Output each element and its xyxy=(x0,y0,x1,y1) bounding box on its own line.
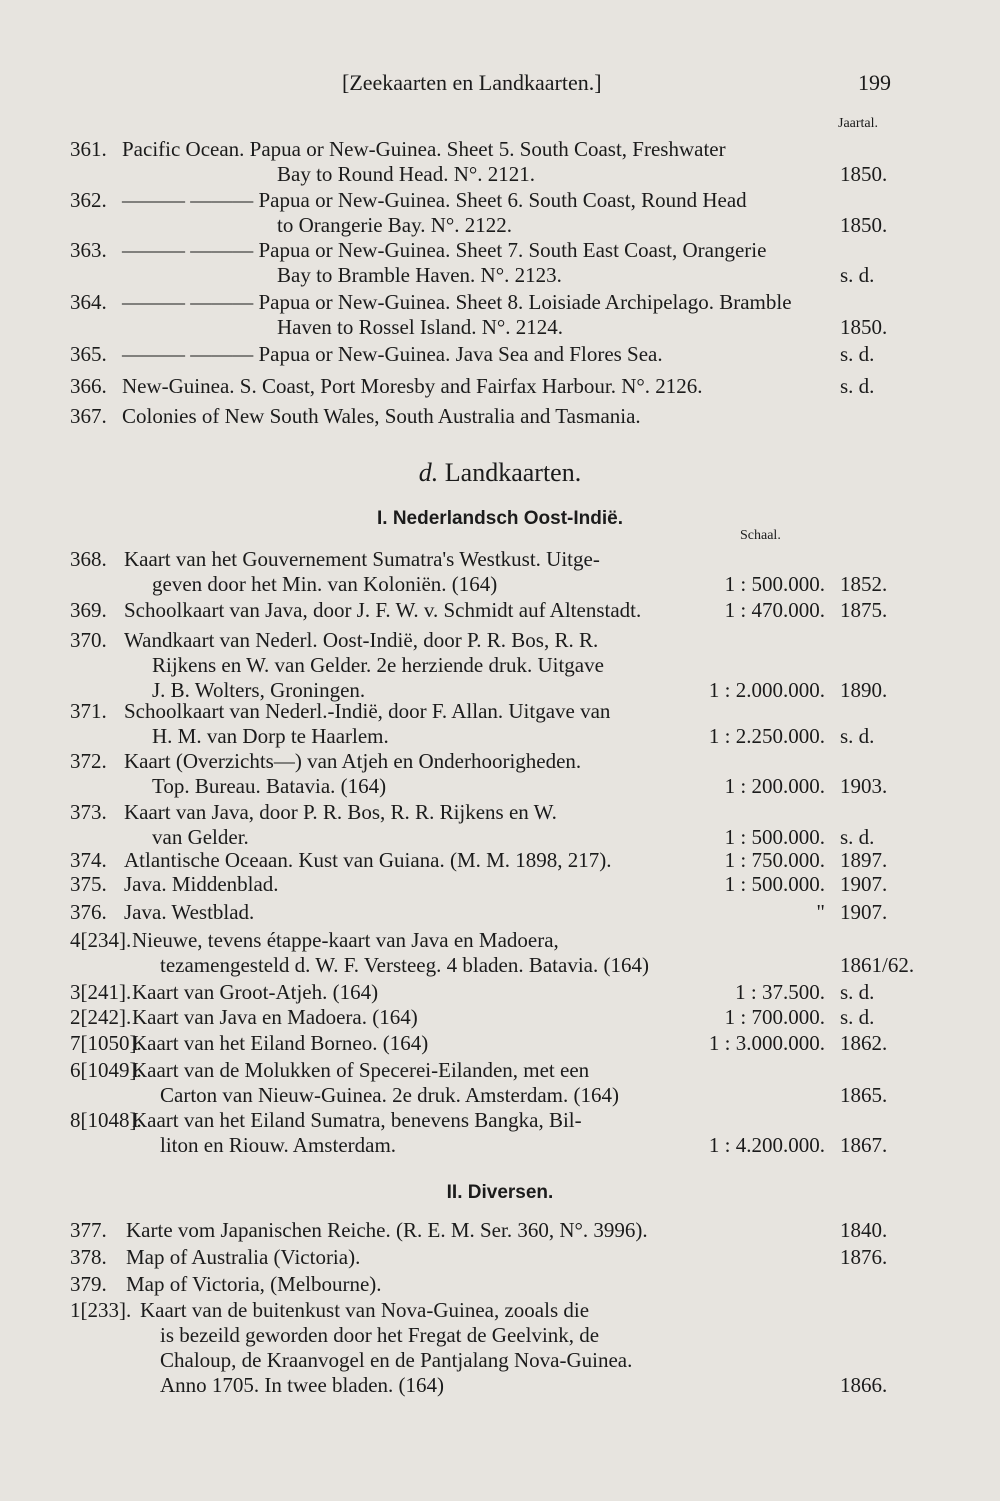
entry-text xyxy=(132,928,732,978)
entry-number: 371. xyxy=(70,699,107,723)
entry-year: 1865. xyxy=(840,1083,888,1107)
entry-line: Atlantische Oceaan. Kust van Guiana. (M. M. 1898, 217). xyxy=(124,848,612,872)
entry-line: is bezeild geworden door het Fregat de Geelvink, de xyxy=(160,1323,600,1347)
entry-text xyxy=(132,1058,732,1108)
entry-number: 366. xyxy=(70,374,107,398)
entry-number: 2[242]. xyxy=(70,1005,132,1029)
entry-number: 369. xyxy=(70,598,107,622)
page-number: 199 xyxy=(858,70,891,95)
entry-line: Schoolkaart van Java, door J. F. W. v. Schmidt auf Altenstadt. xyxy=(124,598,642,622)
entry-text xyxy=(122,137,726,187)
entry-line: Kaart van Java, door P. R. Bos, R. R. Rijkens en W. xyxy=(124,800,557,824)
entry-text xyxy=(140,1298,740,1398)
entry-text xyxy=(132,1005,732,1030)
entry-year: 1867. xyxy=(840,1133,888,1157)
entry-line: Kaart van de Molukken of Specerei-Eilanden, met een xyxy=(132,1058,590,1082)
entry-number: 8[1048]. xyxy=(70,1108,142,1132)
entry-number: 374. xyxy=(70,848,107,872)
entry-line: H. M. van Dorp te Haarlem. xyxy=(152,724,389,748)
entry-line: Karte vom Japanischen Reiche. (R. E. M. Ser. 360, N°. 3996). xyxy=(126,1218,648,1242)
entry-line: Haven to Rossel Island. N°. 2124. xyxy=(277,315,564,339)
entry-number: 6[1049]. xyxy=(70,1058,142,1082)
entry-line: Rijkens en W. van Gelder. 2e herziende druk. Uitgave xyxy=(152,653,604,677)
section-letter: d. xyxy=(418,458,439,487)
entry-text xyxy=(122,342,722,367)
entry-line: Kaart van Java en Madoera. (164) xyxy=(132,1005,418,1029)
entry-number: 378. xyxy=(70,1245,107,1269)
entry-text xyxy=(132,1108,732,1158)
entry-text xyxy=(124,749,724,799)
entry-scale: 1 : 4.200.000. xyxy=(708,1133,825,1157)
entry-line: New-Guinea. S. Coast, Port Moresby and Fairfax Harbour. N°. 2126. xyxy=(122,374,703,398)
entry-line: Top. Bureau. Batavia. (164) xyxy=(152,774,387,798)
entry-line: Kaart (Overzichts—) van Atjeh en Onderhoorigheden. xyxy=(124,749,582,773)
entry-scale: 1 : 500.000. xyxy=(724,872,825,896)
entry-line: Kaart van het Eiland Borneo. (164) xyxy=(132,1031,429,1055)
entry-text xyxy=(124,598,724,623)
entry-text xyxy=(126,1272,726,1297)
entry-text xyxy=(124,900,724,925)
entry-line: ——— ——— Papua or New-Guinea. Sheet 7. South East Coast, Orangerie xyxy=(122,238,767,262)
entry-line: Kaart van Groot-Atjeh. (164) xyxy=(132,980,379,1004)
entry-line: to Orangerie Bay. N°. 2122. xyxy=(277,213,513,237)
entry-text xyxy=(124,547,724,597)
entry-year: 1907. xyxy=(840,872,888,896)
entry-number: 377. xyxy=(70,1218,107,1242)
running-title: [Zeekaarten en Landkaarten.] xyxy=(342,70,602,95)
entry-year: s. d. xyxy=(840,825,875,849)
entry-text xyxy=(122,290,792,340)
subsection-title-2: II. Diversen. xyxy=(446,1182,554,1203)
entry-year: 1840. xyxy=(840,1218,888,1242)
entry-line: Schoolkaart van Nederl.-Indië, door F. Allan. Uitgave van xyxy=(124,699,611,723)
jaartal-column-header: Jaartal. xyxy=(838,116,879,131)
entry-line: van Gelder. xyxy=(152,825,249,849)
entry-line: Anno 1705. In twee bladen. (164) xyxy=(160,1373,445,1397)
entry-number: 376. xyxy=(70,900,107,924)
entry-line: Colonies of New South Wales, South Australia and Tasmania. xyxy=(122,404,641,428)
entry-number: 4[234]. xyxy=(70,928,132,952)
entry-text xyxy=(122,374,722,399)
entry-line: Bay to Bramble Haven. N°. 2123. xyxy=(277,263,562,287)
section-name: Landkaarten. xyxy=(444,458,582,487)
entry-line: ——— ——— Papua or New-Guinea. Sheet 8. Loisiade Archipelago. Bramble xyxy=(122,290,792,314)
entry-number: 370. xyxy=(70,628,107,652)
entry-year: 1850. xyxy=(840,213,888,237)
entry-scale: 1 : 500.000. xyxy=(724,572,825,596)
entry-number: 379. xyxy=(70,1272,107,1296)
entry-line: ——— ——— Papua or New-Guinea. Sheet 6. South Coast, Round Head xyxy=(122,188,747,212)
entry-year: s. d. xyxy=(840,263,875,287)
entry-number: 363. xyxy=(70,238,107,262)
entry-number: 3[241]. xyxy=(70,980,132,1004)
entry-text xyxy=(124,872,724,897)
entry-scale: " xyxy=(816,900,825,924)
entry-number: 365. xyxy=(70,342,107,366)
entry-year: 1876. xyxy=(840,1245,888,1269)
entry-text xyxy=(126,1245,726,1270)
entry-year: 1875. xyxy=(840,598,888,622)
entry-line: ——— ——— Papua or New-Guinea. Java Sea and Flores Sea. xyxy=(122,342,663,366)
entry-scale: 1 : 200.000. xyxy=(724,774,825,798)
entry-text xyxy=(122,188,747,238)
entry-number: 368. xyxy=(70,547,107,571)
entry-text xyxy=(124,699,724,749)
entry-year: s. d. xyxy=(840,1005,875,1029)
entry-line: geven door het Min. van Koloniën. (164) xyxy=(152,572,498,596)
entry-year: s. d. xyxy=(840,342,875,366)
entry-text xyxy=(126,1218,726,1243)
entry-year: 1897. xyxy=(840,848,888,872)
running-head xyxy=(0,70,1000,102)
entry-line: Map of Australia (Victoria). xyxy=(126,1245,361,1269)
entry-text xyxy=(124,628,724,703)
entry-text xyxy=(122,404,722,429)
entry-scale: 1 : 470.000. xyxy=(724,598,825,622)
entry-line: Pacific Ocean. Papua or New-Guinea. Sheet 5. South Coast, Freshwater xyxy=(122,137,726,161)
entry-number: 373. xyxy=(70,800,107,824)
entry-text xyxy=(132,980,732,1005)
entry-year: 1850. xyxy=(840,315,888,339)
entry-scale: 1 : 2.250.000. xyxy=(708,724,825,748)
entry-line: Map of Victoria, (Melbourne). xyxy=(126,1272,382,1296)
entry-number: 372. xyxy=(70,749,107,773)
entry-scale: 1 : 3.000.000. xyxy=(708,1031,825,1055)
entry-line: Nieuwe, tevens étappe-kaart van Java en Madoera, xyxy=(132,928,559,952)
entry-number: 364. xyxy=(70,290,107,314)
entry-scale: 1 : 750.000. xyxy=(724,848,825,872)
entry-text xyxy=(124,848,724,873)
entry-number: 361. xyxy=(70,137,107,161)
entry-line: liton en Riouw. Amsterdam. xyxy=(160,1133,397,1157)
schaal-column-header: Schaal. xyxy=(740,528,781,543)
entry-year: 1850. xyxy=(840,162,888,186)
entry-year: s. d. xyxy=(840,980,875,1004)
entry-number: 362. xyxy=(70,188,107,212)
entry-number: 7[1050]. xyxy=(70,1031,142,1055)
entry-scale: 1 : 37.500. xyxy=(735,980,825,1004)
section-d-title xyxy=(0,458,1000,488)
entry-line: J. B. Wolters, Groningen. xyxy=(152,678,366,702)
entry-scale: 1 : 700.000. xyxy=(724,1005,825,1029)
entry-number: 367. xyxy=(70,404,107,428)
entry-year: s. d. xyxy=(840,724,875,748)
entry-line: Kaart van het Eiland Sumatra, benevens Bangka, Bil- xyxy=(132,1108,582,1132)
entry-text xyxy=(122,238,767,288)
entry-scale: 1 : 500.000. xyxy=(724,825,825,849)
entry-line: Bay to Round Head. N°. 2121. xyxy=(277,162,536,186)
entry-line: Chaloup, de Kraanvogel en de Pantjalang Nova-Guinea. xyxy=(160,1348,633,1372)
entry-year: 1903. xyxy=(840,774,888,798)
entry-year: 1852. xyxy=(840,572,888,596)
entry-year: s. d. xyxy=(840,374,875,398)
entry-line: Java. Middenblad. xyxy=(124,872,279,896)
entry-number: 375. xyxy=(70,872,107,896)
entry-line: Java. Westblad. xyxy=(124,900,255,924)
entry-number: 1[233]. xyxy=(70,1298,132,1322)
entry-line: tezamengesteld d. W. F. Versteeg. 4 bladen. Batavia. (164) xyxy=(160,953,649,977)
entry-scale: 1 : 2.000.000. xyxy=(708,678,825,702)
subsection-title-1: I. Nederlandsch Oost-Indië. xyxy=(377,508,623,529)
entry-text xyxy=(124,800,724,850)
entry-year: 1890. xyxy=(840,678,888,702)
entry-line: Kaart van de buitenkust van Nova-Guinea, zooals die xyxy=(140,1298,590,1322)
entry-year: 1907. xyxy=(840,900,888,924)
entry-year: 1866. xyxy=(840,1373,888,1397)
entry-year: 1862. xyxy=(840,1031,888,1055)
entry-line: Kaart van het Gouvernement Sumatra's Westkust. Uitge- xyxy=(124,547,600,571)
entry-text xyxy=(132,1031,732,1056)
entry-year: 1861/62. xyxy=(840,953,915,977)
entry-line: Wandkaart van Nederl. Oost-Indië, door P. R. Bos, R. R. xyxy=(124,628,599,652)
entry-line: Carton van Nieuw-Guinea. 2e druk. Amsterdam. (164) xyxy=(160,1083,619,1107)
